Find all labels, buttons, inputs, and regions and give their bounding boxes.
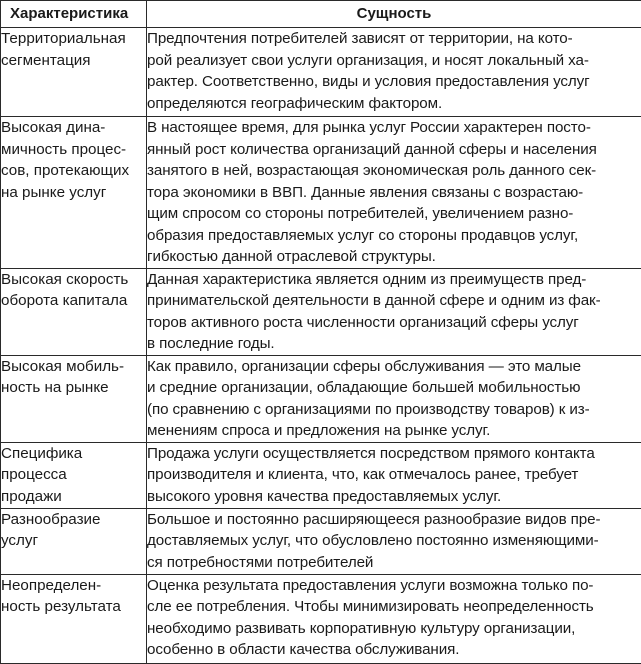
essence-cell: [147, 28, 641, 117]
table-row: [1, 355, 641, 442]
essence-line: менениям спроса и предложения на рынке услуг.: [147, 420, 641, 442]
essence-line: в последние годы.: [147, 333, 641, 355]
essence-line: В настоящее время, для рынка услуг России характерен посто-: [147, 117, 641, 139]
characteristic-line: ность результата: [1, 596, 146, 618]
characteristic-line: мичность процес-: [1, 139, 146, 161]
essence-line: гибкостью данной отраслевой структуры.: [147, 246, 641, 268]
table-row: [1, 508, 641, 574]
characteristic-cell: [1, 574, 147, 663]
characteristic-line: Высокая дина-: [1, 117, 146, 139]
essence-line: доставляемых услуг, что обусловлено постоянно изменяющими-: [147, 530, 641, 552]
essence-line: Данная характеристика является одним из преимуществ пред-: [147, 269, 641, 291]
characteristic-line: на рынке услуг: [1, 182, 146, 204]
table-row: [1, 442, 641, 508]
essence-line: определяются географическим фактором.: [147, 93, 641, 115]
characteristic-line: сов, протекающих: [1, 160, 146, 182]
essence-line: Как правило, организации сферы обслуживания — это малые: [147, 356, 641, 378]
essence-line: тора экономики в ВВП. Данные явления связаны с возрастаю-: [147, 182, 641, 204]
characteristic-line: Разнообразие: [1, 509, 146, 531]
essence-line: образия предоставляемых услуг со стороны продавцов услуг,: [147, 225, 641, 247]
characteristic-line: Высокая скорость: [1, 269, 146, 291]
table-row: [1, 117, 641, 269]
characteristic-line: процесса: [1, 464, 146, 486]
characteristic-cell: [1, 508, 147, 574]
essence-line: Большое и постоянно расширяющееся разнообразие видов пре-: [147, 509, 641, 531]
characteristic-cell: [1, 268, 147, 355]
essence-line: необходимо развивать корпоративную культуру организации,: [147, 618, 641, 640]
characteristic-line: оборота капитала: [1, 290, 146, 312]
characteristic-line: Территориальная: [1, 28, 146, 50]
characteristic-line: Специфика: [1, 443, 146, 465]
characteristic-cell: [1, 28, 147, 117]
essence-line: торов активного роста численности организаций сферы услуг: [147, 312, 641, 334]
table-header-row: [1, 1, 641, 28]
essence-line: высокого уровня качества предоставляемых услуг.: [147, 486, 641, 508]
characteristic-line: услуг: [1, 530, 146, 552]
table-body: [1, 28, 641, 664]
header-characteristic: Характеристика: [1, 1, 147, 28]
characteristic-cell: [1, 117, 147, 269]
essence-line: ся потребностями потребителей: [147, 552, 641, 574]
essence-cell: [147, 117, 641, 269]
essence-line: производителя и клиента, что, как отмечалось ранее, требует: [147, 464, 641, 486]
table-row: [1, 268, 641, 355]
table-row: [1, 574, 641, 663]
table-row: [1, 28, 641, 117]
characteristic-cell: [1, 442, 147, 508]
essence-line: занятого в ней, возрастающая экономическая роль данного сек-: [147, 160, 641, 182]
essence-line: Оценка результата предоставления услуги возможна только по-: [147, 575, 641, 597]
essence-line: особенно в области качества обслуживания.: [147, 639, 641, 661]
essence-line: рой реализует свои услуги организация, и носят локальный ха-: [147, 50, 641, 72]
essence-cell: [147, 442, 641, 508]
essence-cell: [147, 508, 641, 574]
essence-cell: [147, 355, 641, 442]
characteristic-line: сегментация: [1, 50, 146, 72]
essence-line: сле ее потребления. Чтобы минимизировать неопределенность: [147, 596, 641, 618]
essence-line: принимательской деятельности в данной сфере и одним из фак-: [147, 290, 641, 312]
characteristic-line: Высокая мобиль-: [1, 356, 146, 378]
essence-line: Предпочтения потребителей зависят от территории, на кото-: [147, 28, 641, 50]
essence-cell: [147, 574, 641, 663]
essence-line: (по сравнению с организациями по производству товаров) к из-: [147, 399, 641, 421]
characteristic-cell: [1, 355, 147, 442]
essence-cell: [147, 268, 641, 355]
characteristic-line: продажи: [1, 486, 146, 508]
essence-line: щим спросом со стороны потребителей, увеличением разно-: [147, 203, 641, 225]
header-essence: Сущность: [147, 1, 641, 28]
characteristic-line: ность на рынке: [1, 377, 146, 399]
essence-line: янный рост количества организаций данной сферы и населения: [147, 139, 641, 161]
characteristic-line: Неопределен-: [1, 575, 146, 597]
essence-line: и средние организации, обладающие большей мобильностью: [147, 377, 641, 399]
essence-line: рактер. Соответственно, виды и условия предоставления услуг: [147, 71, 641, 93]
essence-line: Продажа услуги осуществляется посредством прямого контакта: [147, 443, 641, 465]
